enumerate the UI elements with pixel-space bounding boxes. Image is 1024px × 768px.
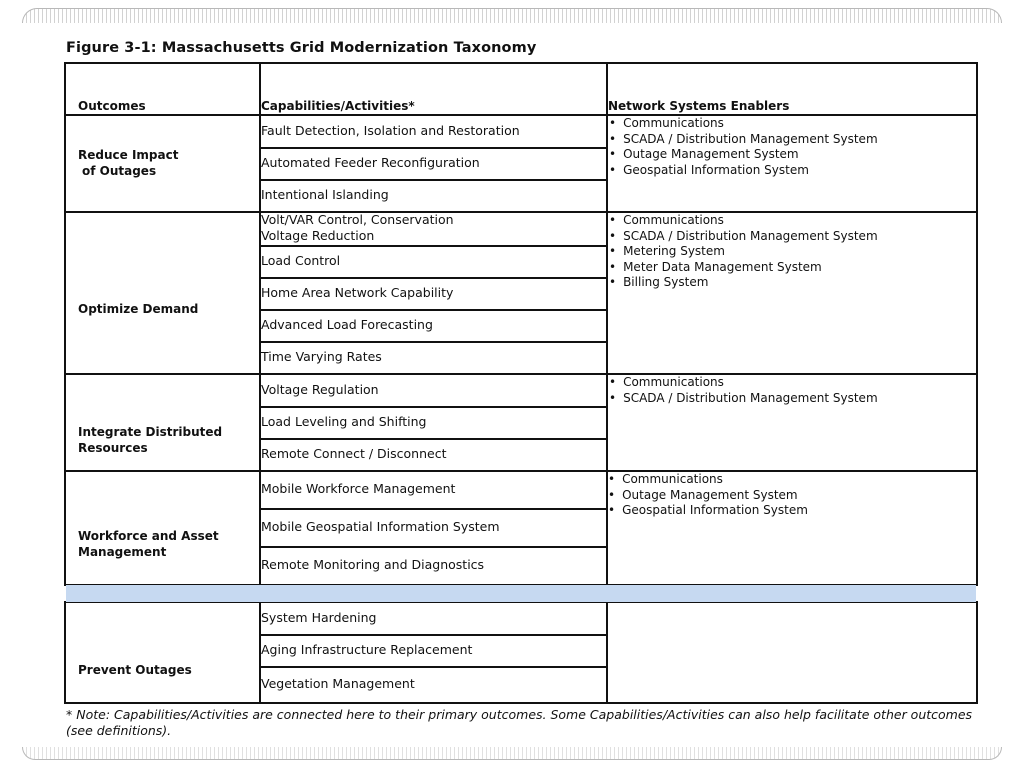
capability-divider [259,634,608,636]
capability-divider [259,666,608,668]
enabler-item: • Communications [609,375,878,391]
figure-title: Figure 3-1: Massachusetts Grid Modernization Taxonomy [66,40,537,56]
enabler-item: • SCADA / Distribution Management System [609,229,878,245]
enabler-list [609,375,878,406]
column-divider [606,601,608,703]
enabler-list [608,472,808,519]
capability-cell: Voltage Regulation [261,381,379,397]
footnote: * Note: Capabilities/Activities are connected here to their primary outcomes. Some Capabilities/Activities can also help facilitate other outcomes (see definitions). [66,707,973,738]
group-divider [64,470,978,472]
slide-frame-bottom [22,747,1002,760]
enabler-item: • Communications [609,213,878,229]
capability-divider [259,341,608,343]
capability-cell: Remote Connect / Disconnect [261,446,447,461]
column-divider [259,62,261,585]
header-divider [64,114,978,116]
outcome-line: Integrate Distributed [78,425,223,439]
group-divider [64,373,978,375]
outcome-line: Resources [78,441,148,455]
outcome-line: Management [78,545,167,559]
outcome-line: Prevent Outages [78,663,192,677]
outcome-label [78,424,222,456]
capability-line: Volt/VAR Control, Conservation [261,212,454,227]
outcome-label [78,301,198,317]
capability-cell: Vegetation Management [261,676,415,691]
table-border-bottom [64,702,978,704]
capability-cell: Mobile Workforce Management [261,481,456,496]
capability-cell: Mobile Geospatial Information System [261,519,500,534]
capability-divider [259,546,608,548]
column-divider [606,62,608,585]
outcome-line: Optimize Demand [78,302,199,316]
capability-divider [259,438,608,440]
outcome-label [78,528,219,560]
enabler-item: • Geospatial Information System [609,163,878,179]
outcome-line: of Outages [82,164,157,178]
enabler-item: • Outage Management System [608,488,808,504]
slide-frame-top [22,8,1002,23]
capability-cell: Time Varying Rates [261,349,382,364]
capability-cell: Aging Infrastructure Replacement [261,642,473,657]
capability-divider [259,179,608,181]
enabler-item: • Meter Data Management System [609,260,878,276]
header-enablers: Network Systems Enablers [608,99,790,113]
capability-cell: Load Leveling and Shifting [261,414,427,429]
enabler-item: • SCADA / Distribution Management System [609,391,878,407]
enabler-item: • Geospatial Information System [608,503,808,519]
group-divider [64,211,978,213]
enabler-item: • Communications [609,116,878,132]
capability-cell [261,212,454,243]
column-divider [259,601,261,703]
outcome-label [78,662,192,678]
capability-cell: Automated Feeder Reconfiguration [261,155,480,170]
capability-cell: Home Area Network Capability [261,285,454,300]
enabler-item: • Metering System [609,244,878,260]
table-border-left [64,62,66,585]
table-border-right [976,62,978,585]
capability-cell: Load Control [261,253,341,268]
enabler-item: • SCADA / Distribution Management System [609,132,878,148]
table-border-left [64,601,66,703]
capability-cell: Intentional Islanding [261,187,389,202]
capability-divider [259,406,608,408]
enabler-list [609,213,878,291]
table-border-top [64,62,978,64]
header-outcomes: Outcomes [78,99,146,113]
capability-divider [259,147,608,149]
outcome-line: Workforce and Asset [78,529,219,543]
enabler-list [609,116,878,178]
separator-band [66,585,976,602]
outcome-line: Reduce Impact [78,148,179,162]
capability-divider [259,309,608,311]
capability-cell: Remote Monitoring and Diagnostics [261,557,485,572]
header-capabilities: Capabilities/Activities* [261,99,415,113]
capability-cell: System Hardening [261,609,377,625]
outcome-label [78,147,178,179]
capability-divider [259,245,608,247]
enabler-item: • Communications [608,472,808,488]
capability-cell: Fault Detection, Isolation and Restoration [261,122,520,138]
enabler-item: • Outage Management System [609,147,878,163]
capability-cell: Advanced Load Forecasting [261,317,433,332]
capability-divider [259,277,608,279]
table-border-right [976,601,978,703]
enabler-item: • Billing System [609,275,878,291]
capability-divider [259,508,608,510]
capability-line: Voltage Reduction [261,227,375,243]
